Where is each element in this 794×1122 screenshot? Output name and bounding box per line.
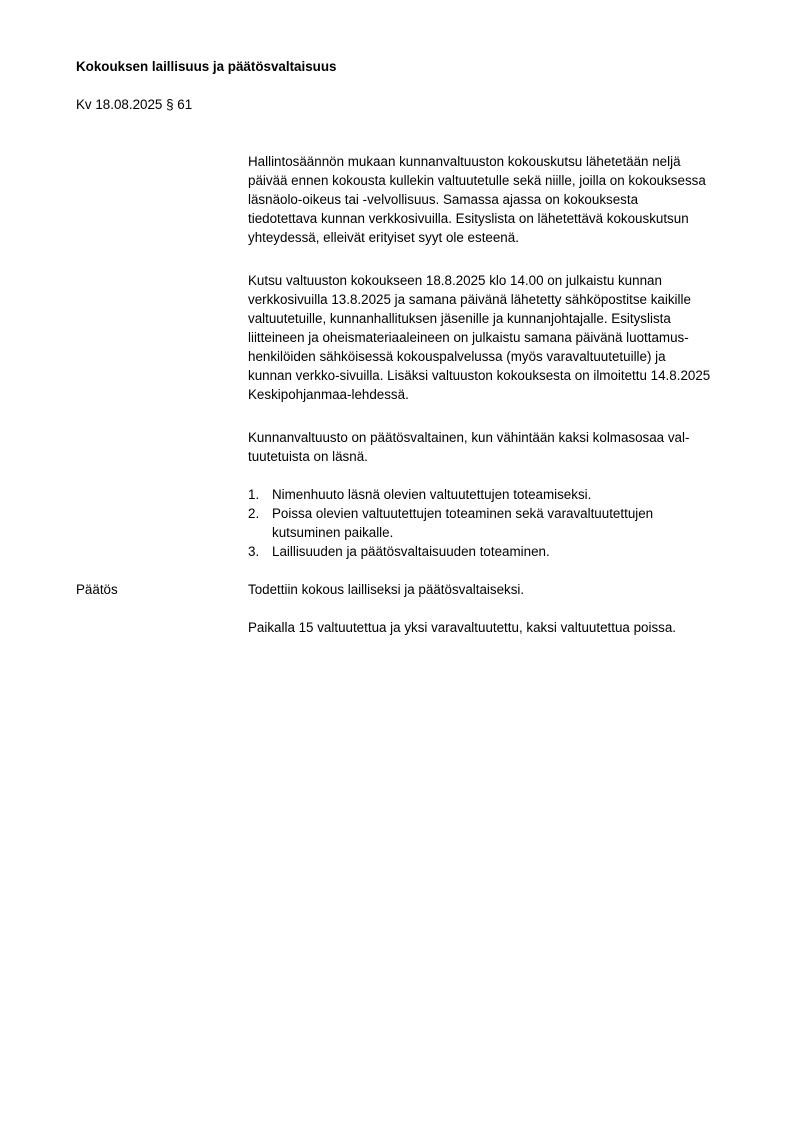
list-item-text: Poissa olevien valtuutettujen toteaminen sekä varavaltuutettujen kutsuminen paikalle.	[272, 506, 654, 540]
paragraph-invitation-rules: Hallintosäännön mukaan kunnanvaltuuston kokouskutsu lähetetään neljä päivää ennen kokousta kullekin valtuutetulle sekä niille, joilla on kokouksessa läsnäolo-oikeus tai -velvollisuus. Samassa ajassa on kokouksesta tiedotettava kunnan verkkosivuilla. Esityslista on lähetettävä kokouskutsun yhteydessä, elleivät erityiset syyt ole esteenä.	[248, 154, 706, 245]
list-item	[248, 542, 760, 561]
decision-label: Päätös	[76, 582, 118, 597]
list-item-text: Nimenhuuto läsnä olevien valtuutettujen toteamiseksi.	[272, 487, 592, 502]
paragraph-invitation-published: Kutsu valtuuston kokoukseen 18.8.2025 klo 14.00 on julkaistu kunnan verkkosivuilla 13.8.2025 ja samana päivänä lähetetty sähköpostitse kaikille valtuutetuille, kunnanhallituksen jäsenille ja kunnanjohtajalle. Esityslista liitteineen ja oheismateriaaleineen on julkaistu samana päivänä luottamus- henkilöiden sähköisessä kokouspalvelussa (myös varavaltuutetuille) ja kunnan verkko-sivuilla. Lisäksi valtuuston kokouksesta on ilmoitettu 14.8.2025 Keskipohjanmaa-lehdessä.	[248, 273, 711, 402]
decision-text: Todettiin kokous lailliseksi ja päätösvaltaiseksi.	[248, 582, 525, 597]
list-item-text: Laillisuuden ja päätösvaltaisuuden toteaminen.	[272, 544, 550, 559]
decision-attendance: Paikalla 15 valtuutettua ja yksi varavaltuutettu, kaksi valtuutettua poissa.	[248, 620, 676, 635]
list-item-number: 2.	[248, 506, 260, 521]
list-item	[248, 504, 760, 542]
list-item-number: 3.	[248, 544, 260, 559]
page-title: Kokouksen laillisuus ja päätösvaltaisuus	[76, 59, 337, 74]
paragraph-quorum: Kunnanvaltuusto on päätösvaltainen, kun vähintään kaksi kolmasosaa val- tuutetuista on läsnä.	[248, 430, 690, 464]
meeting-reference: Kv 18.08.2025 § 61	[76, 97, 193, 112]
procedure-list	[248, 485, 760, 561]
list-item-number: 1.	[248, 487, 260, 502]
list-item	[248, 485, 760, 504]
